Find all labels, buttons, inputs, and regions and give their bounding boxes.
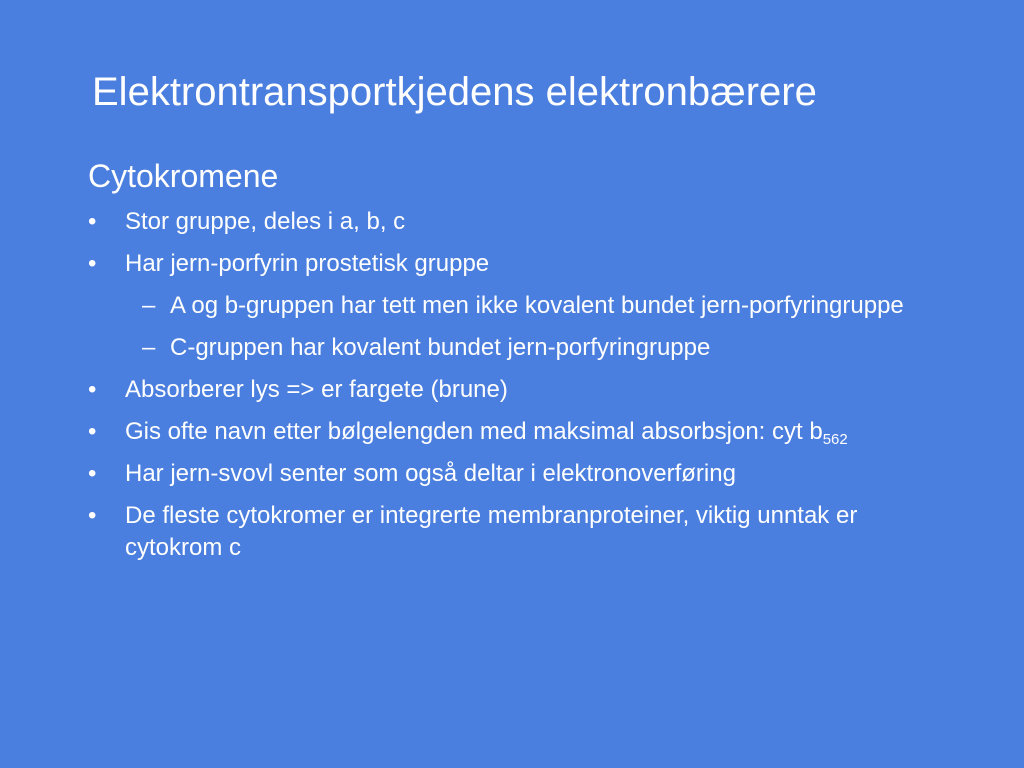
subscript: 562 bbox=[822, 431, 848, 448]
dash-marker: – bbox=[142, 292, 156, 319]
bullet-marker: • bbox=[88, 502, 97, 529]
list-item-text: C-gruppen har kovalent bundet jern-porfyringruppe bbox=[170, 334, 711, 361]
list-item-text: Absorberer lys => er fargete (brune) bbox=[125, 376, 508, 403]
bullet-marker: • bbox=[88, 460, 97, 487]
list-item-text: Har jern-porfyrin prostetisk gruppe bbox=[125, 250, 490, 277]
section-heading: Cytokromene bbox=[88, 158, 279, 194]
bullet-marker: • bbox=[88, 208, 97, 235]
list-item bbox=[88, 248, 948, 280]
dash-marker: – bbox=[142, 334, 156, 361]
list-item bbox=[88, 458, 948, 490]
sub-list-item bbox=[88, 332, 948, 364]
list-item-text-main: Gis ofte navn etter bølgelengden med maksimal absorbsjon: cyt b bbox=[125, 418, 823, 445]
list-item-text: Stor gruppe, deles i a, b, c bbox=[125, 208, 406, 235]
bullet-marker: • bbox=[88, 376, 97, 403]
list-item bbox=[88, 500, 948, 564]
list-item-text: A og b-gruppen har tett men ikke kovalent bundet jern-porfyringruppe bbox=[170, 292, 904, 319]
slide-title: Elektrontransportkjedens elektronbærere bbox=[92, 70, 817, 114]
sub-list-item bbox=[88, 290, 948, 322]
list-item-text: Har jern-svovl senter som også deltar i elektronoverføring bbox=[125, 460, 736, 487]
list-item bbox=[88, 206, 948, 238]
list-item-text bbox=[125, 418, 848, 448]
bullet-list bbox=[88, 206, 948, 564]
slide-body bbox=[88, 156, 948, 574]
bullet-marker: • bbox=[88, 250, 97, 277]
bullet-marker: • bbox=[88, 418, 97, 445]
list-item bbox=[88, 416, 948, 448]
list-item bbox=[88, 374, 948, 406]
list-item-text: De fleste cytokromer er integrerte membranproteiner, viktig unntak er cytokrom c bbox=[125, 502, 858, 561]
